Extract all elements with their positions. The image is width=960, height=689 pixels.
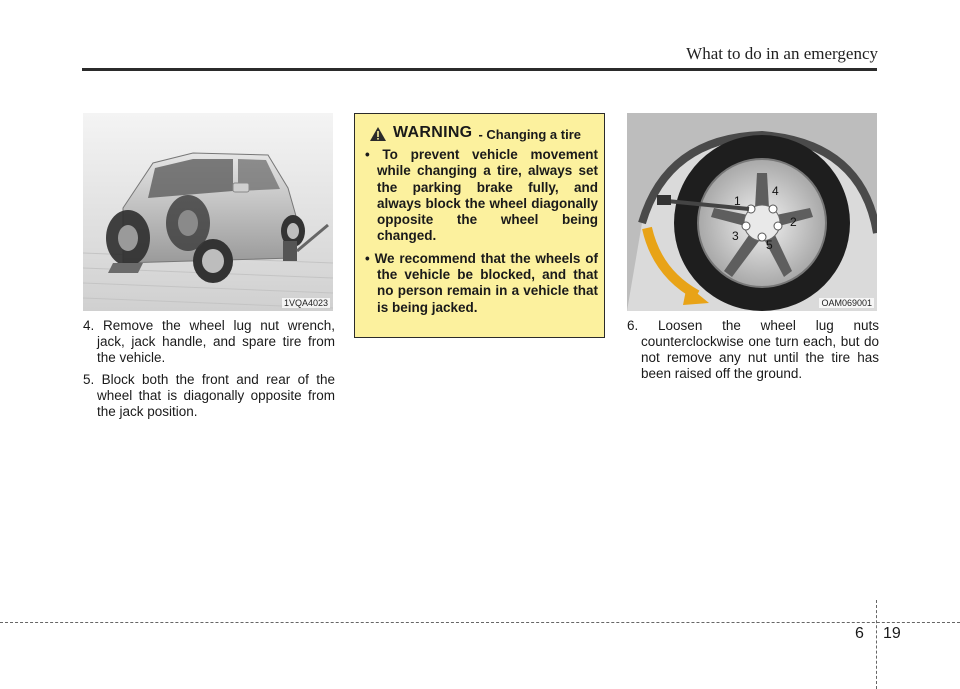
warning-triangle-icon — [369, 126, 387, 142]
figure-code-right: OAM069001 — [821, 298, 872, 308]
page-number: 19 — [883, 625, 901, 642]
footer-vertical-divider — [876, 600, 877, 689]
wheel-lug-nut-illustration — [627, 113, 877, 311]
step-4: 4. Remove the wheel lug nut wrench, jack, jack handle, and spare tire from the vehicle. — [83, 318, 335, 365]
step-5: 5. Block both the front and rear of the wheel that is diagonally opposite from the jack position. — [83, 372, 335, 419]
nut-label-4: 4 — [772, 184, 779, 198]
vehicle-jack-illustration — [83, 113, 333, 311]
nut-label-2: 2 — [790, 215, 797, 229]
page-chapter: 6 — [855, 625, 864, 642]
wheel-illustration-svg — [627, 113, 877, 311]
warning-item: • We recommend that the wheels of the vehicle be blocked, and that no person remain in a vehicle that is being jacked. — [365, 251, 598, 316]
figure-code-left: 1VQA4023 — [283, 298, 328, 308]
header-rule — [82, 68, 877, 71]
warning-box — [354, 113, 605, 338]
steps-list-right — [627, 318, 879, 388]
step-6: 6. Loosen the wheel lug nuts counterclockwise one turn each, but do not remove any nut until the tire has been raised off the ground. — [627, 318, 879, 381]
steps-list-left — [83, 318, 335, 426]
header-title: What to do in an emergency — [686, 44, 878, 63]
warning-item: • To prevent vehicle movement while changing a tire, always set the parking brake fully, and always block the wheel diagonally opposite the wheel being changed. — [365, 147, 598, 245]
nut-label-1: 1 — [734, 194, 741, 208]
footer-divider — [0, 622, 960, 623]
warning-heading — [369, 124, 581, 142]
nut-label-5: 5 — [766, 238, 773, 252]
warning-subtitle: - Changing a tire — [478, 127, 581, 142]
nut-label-3: 3 — [732, 229, 739, 243]
vehicle-illustration-svg — [83, 113, 333, 311]
warning-title: WARNING — [393, 124, 473, 141]
warning-list — [365, 147, 598, 322]
